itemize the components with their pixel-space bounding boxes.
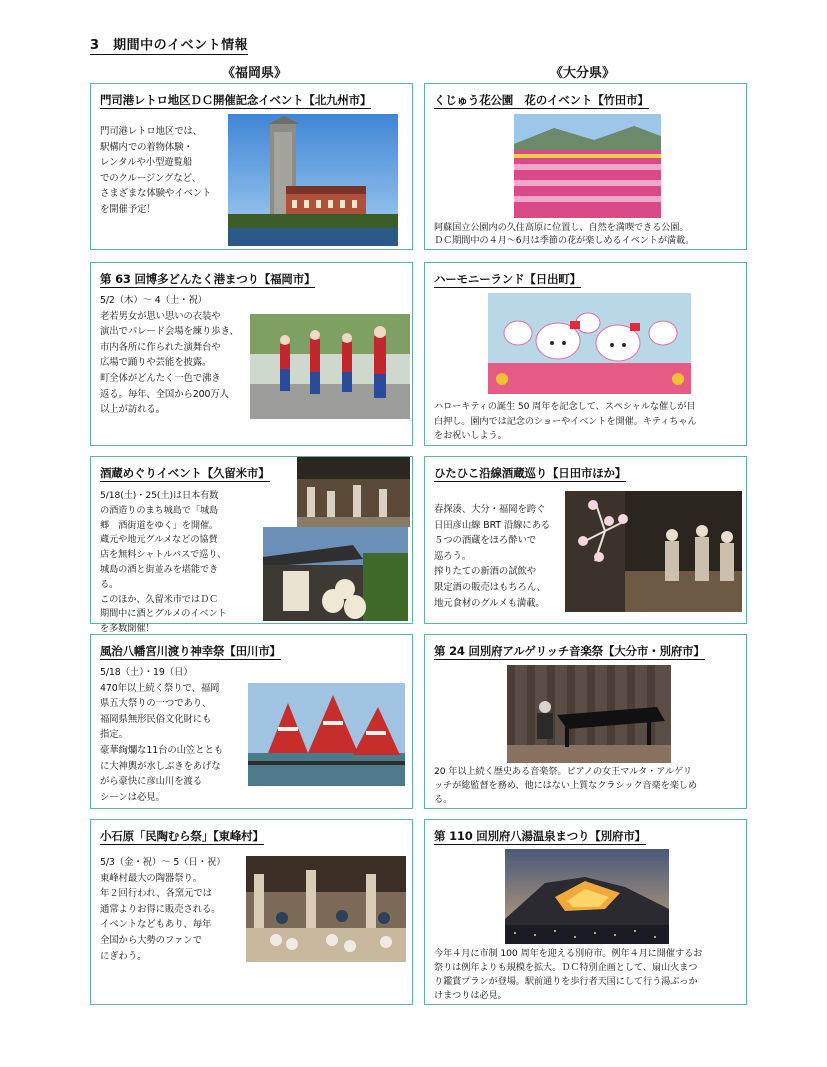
mountain-fire-photo xyxy=(505,849,669,944)
event-description: 門司港レトロ地区では、 駅構内での着物体験・ レンタルや小型遊覧船 でのクルージングなど、 さまざまな体験やイベント を開催予定！ xyxy=(100,126,212,215)
event-title: ハーモニーランド【日出町】 xyxy=(434,272,581,286)
parade-photo xyxy=(250,314,410,419)
event-card-hitahiko-sake xyxy=(424,456,747,624)
section-heading: 3 期間中のイベント情報 xyxy=(90,34,248,55)
prefecture-heading-oita: 《大分県》 xyxy=(550,66,616,81)
event-card-harmonyland xyxy=(424,262,747,446)
river-festival-photo xyxy=(248,683,405,786)
event-card-mojiko xyxy=(90,83,413,250)
event-card-kurume-sake xyxy=(90,456,413,635)
characters-photo xyxy=(488,293,691,394)
port-tower-photo xyxy=(228,114,398,246)
event-card-koishiwara xyxy=(90,819,413,1005)
event-card-dontaku xyxy=(90,262,413,446)
event-title: 風治八幡宮川渡り神幸祭【田川市】 xyxy=(100,644,281,658)
event-title: 第 24 回別府アルゲリッチ音楽祭【大分市・別府市】 xyxy=(434,644,705,658)
event-card-argerich-festival xyxy=(424,634,747,809)
event-description: 今年４月に市制 100 周年を迎える別府市。例年４月に開催するお 祭りは例年よりも規模を拡大。ＤＣ特別企画として、扇山火まつ り鑑賞プランが登場。駅前通りを歩行者天国にして行う湯ぶっか けまつりは必見。 xyxy=(434,948,703,1001)
event-card-kawawatari xyxy=(90,634,413,809)
event-card-kuju-flower-park xyxy=(424,83,747,250)
event-description: 20 年以上続く歴史ある音楽祭。ピアノの女王マルタ・アルゲリ ッチが総監督を務め、他にはない上質なクラシック音楽を楽しめ る。 xyxy=(434,766,697,805)
event-description: 5/18（土）・19（日） 470年以上続く祭りで、福岡 県五大祭りの一つであり、 福岡県無形民俗文化財にも 指定。 豪華絢爛な11台の山笠ととも に大神輿が水しぶきをあげな がら豪快に彦山川を渡る シーンは必見。 xyxy=(100,667,224,803)
event-description: 5/3（金・祝）～ 5（日・祝） 東峰村最大の陶器祭り。 年２回行われ、各窯元では 通常よりお得に販売される。 イベントなどもあり、毎年 全国から大勢のファンで にぎわう。 xyxy=(100,857,226,962)
event-title: 第 110 回別府八湯温泉まつり【別府市】 xyxy=(434,829,646,843)
event-description: 阿蘇国立公園内の久住高原に位置し、自然を満喫できる公園。 ＤＣ期間中の４月～6月は季節の花が楽しめるイベントが満載。 xyxy=(434,222,695,247)
event-description: 春探湊、大分・福岡を跨ぐ 日田彦山線 BRT 沿線にある ５つの酒蔵をほろ酔いで 巡ろう。 搾りたての新酒の試飲や 限定酒の販売はもちろん、 地元食材のグルメも満載。 xyxy=(434,504,551,609)
event-description: 5/18(土)・25(土)は日本有数 の酒造りのまち城島で「城島 郷 酒街道をゆく」を開催。 蔵元や地元グルメなどの協賛 店を無料シャトルバスで巡り、 城島の酒と街並みを堪能でき る。 このほか、久留米市ではＤＣ 期間中に酒とグルメのイベント を多数開催！ xyxy=(100,490,227,635)
event-title: 小石原「民陶むら祭」【東峰村】 xyxy=(100,829,264,843)
flower-field-photo xyxy=(514,114,661,218)
event-title: くじゅう花公園 花のイベント【竹田市】 xyxy=(434,93,649,107)
event-card-beppu-onsen-festival xyxy=(424,819,747,1005)
event-title: 門司港レトロ地区ＤＣ開催記念イベント【北九州市】 xyxy=(100,93,372,107)
event-title: 第 63 回博多どんたく港まつり【福岡市】 xyxy=(100,272,316,286)
sake-street-photo xyxy=(297,457,410,527)
event-description: ハローキティの誕生 50 周年を記念して、スペシャルな催しが目 白押し。園内では記念のショーやイベントを開催。キティちゃん をお祝いしよう。 xyxy=(434,401,697,441)
sake-tasting-photo xyxy=(565,491,742,612)
pottery-fair-photo xyxy=(246,856,406,962)
event-title: ひたひこ沿線酒蔵巡り【日田市ほか】 xyxy=(434,466,627,480)
prefecture-heading-fukuoka: 《福岡県》 xyxy=(222,66,288,81)
event-title: 酒蔵めぐりイベント【久留米市】 xyxy=(100,466,270,480)
sake-brewery-photo xyxy=(263,527,408,621)
piano-concert-photo xyxy=(507,665,671,763)
event-description: 5/2（木）～ 4（土・祝） 老若男女が思い思いの衣装や 演出でパレード会場を練り歩き、 市内各所に作られた演舞台や 広場で踊りや芸能を披露。 町全体がどんたく一色で沸き 返る。毎年、全国から200万人 以上が訪れる。 xyxy=(100,295,239,416)
